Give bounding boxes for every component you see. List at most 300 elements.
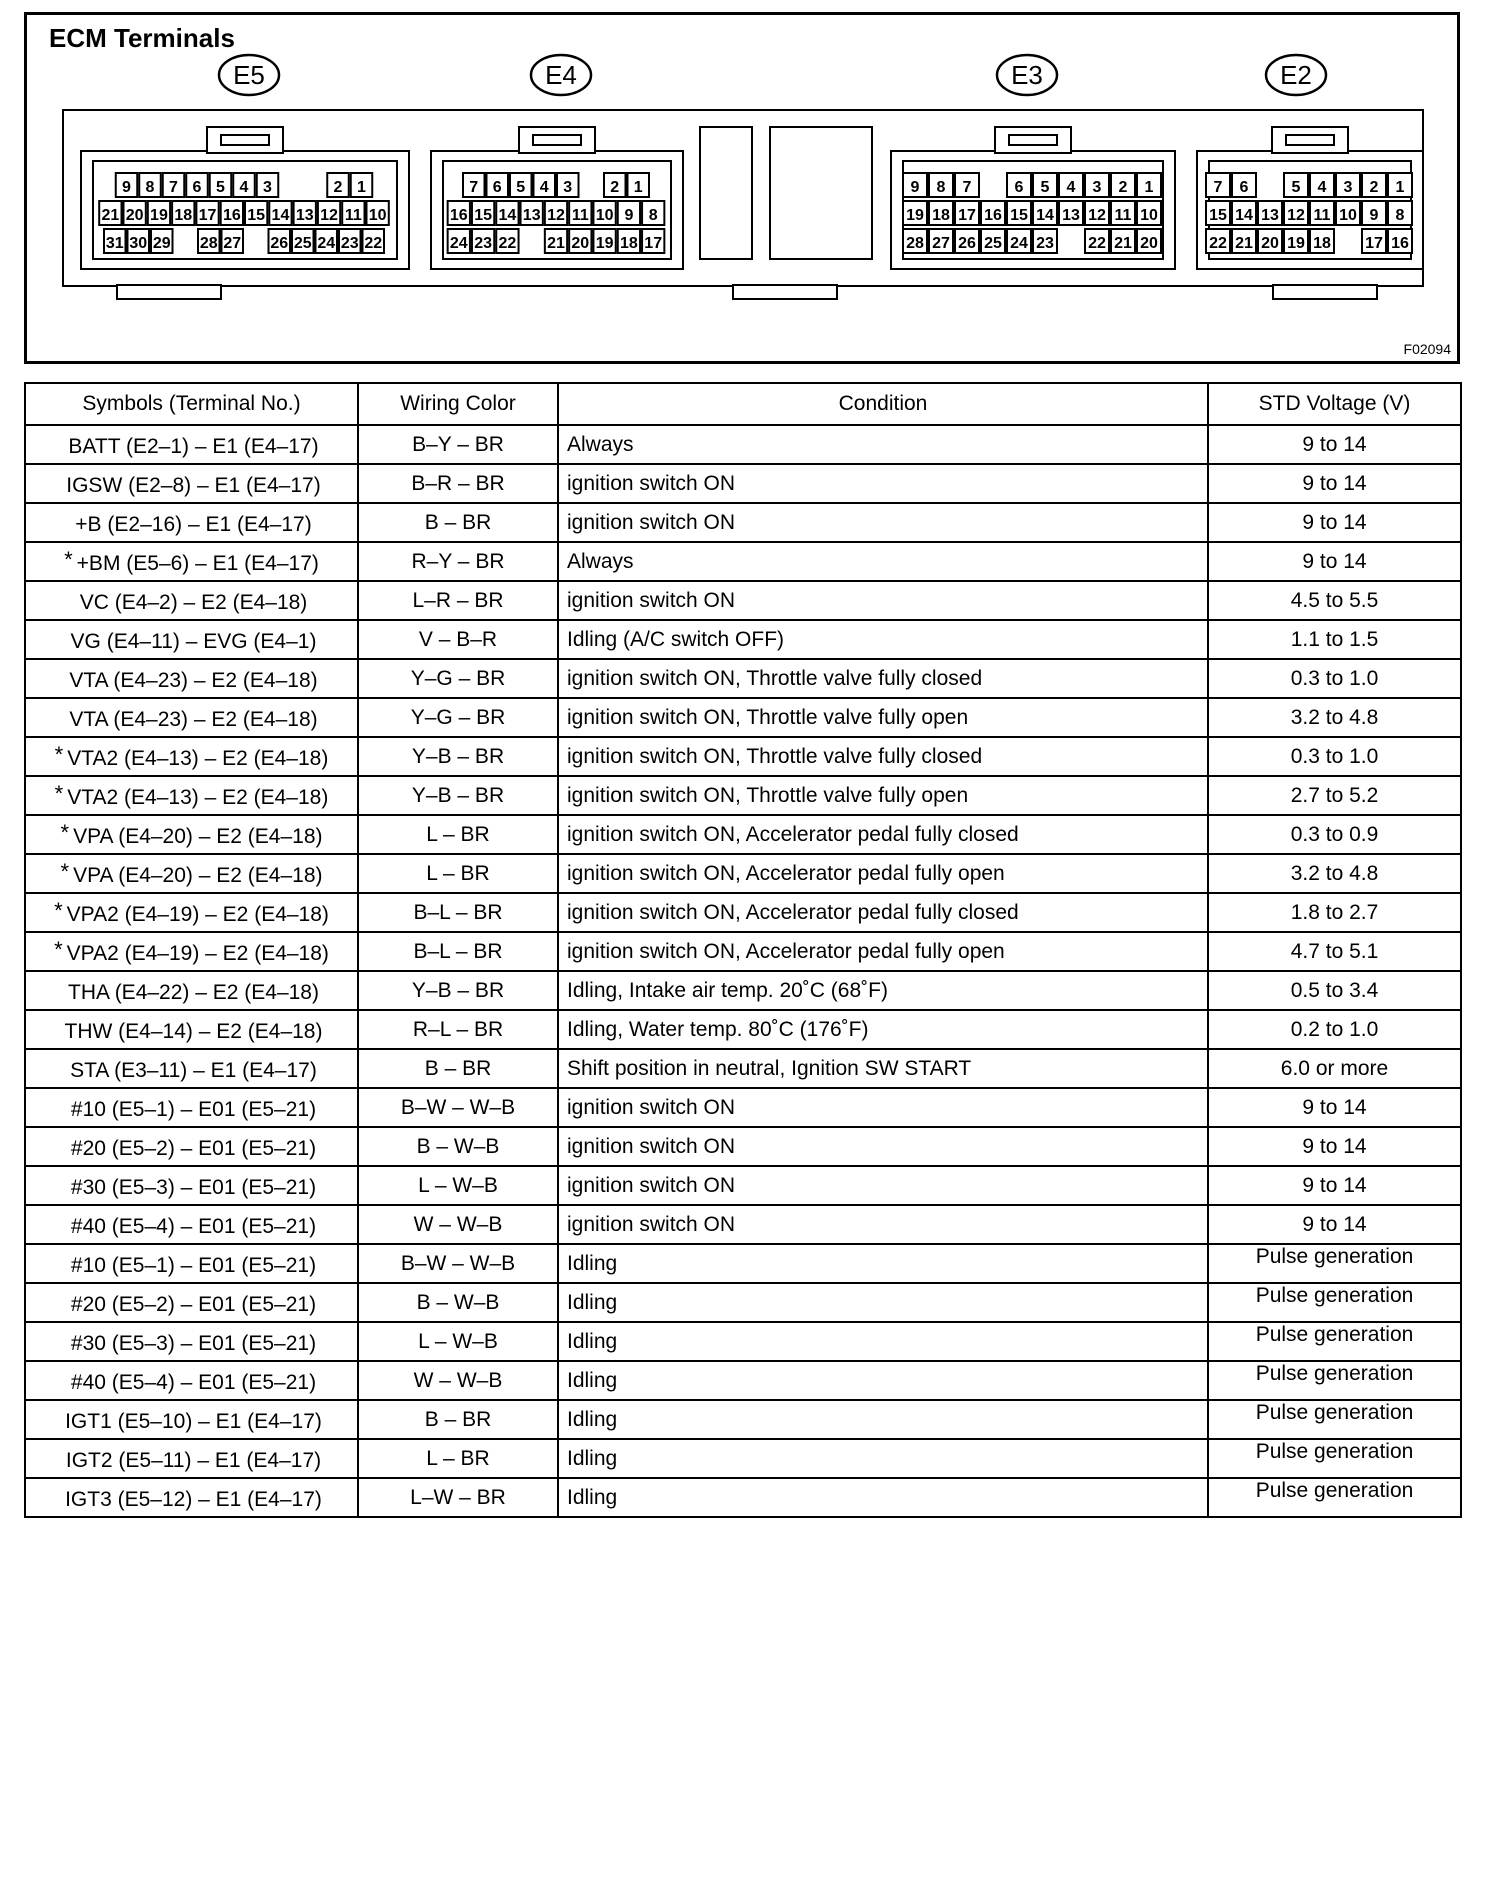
cell-std-voltage: 0.5 to 3.4: [1208, 971, 1461, 1010]
mounting-tab: [117, 285, 221, 299]
cell-wiring-color: B–R – BR: [358, 464, 558, 503]
terminal-number: 14: [498, 207, 517, 224]
terminal-number: 21: [1235, 235, 1253, 252]
terminal-number: 20: [571, 235, 590, 252]
terminal-number: 8: [145, 179, 155, 196]
terminal-number: 29: [152, 235, 171, 252]
terminal-symbol: IGT3 (E5–12) – E1 (E4–17): [65, 1488, 322, 1511]
cell-symbol: [25, 1088, 358, 1127]
cell-condition: ignition switch ON: [558, 503, 1208, 542]
terminal-number: 16: [222, 207, 241, 224]
table-row: [25, 1244, 1461, 1283]
terminal-symbol: #30 (E5–3) – E01 (E5–21): [70, 1176, 317, 1199]
cell-symbol: [25, 581, 358, 620]
cell-symbol: [25, 1244, 358, 1283]
cell-wiring-color: W – W–B: [358, 1205, 558, 1244]
terminal-number: 6: [1014, 179, 1024, 196]
mounting-tab: [1273, 285, 1377, 299]
terminal-number: 16: [449, 207, 468, 224]
terminal-number: 18: [620, 235, 638, 252]
cell-condition: ignition switch ON, Accelerator pedal fully closed: [558, 815, 1208, 854]
cell-wiring-color: L – W–B: [358, 1166, 558, 1205]
terminal-number: 24: [449, 235, 468, 252]
terminal-number: 9: [624, 207, 634, 224]
cell-std-voltage: 1.8 to 2.7: [1208, 893, 1461, 932]
connector-label-e2: E2: [1280, 60, 1312, 90]
terminal-number: 17: [644, 235, 663, 252]
terminal-number: 3: [563, 179, 573, 196]
cell-symbol: [25, 815, 358, 854]
connector-latch: [519, 127, 595, 153]
cell-symbol: [25, 1166, 358, 1205]
connector-label-e4: E4: [545, 60, 577, 90]
cell-wiring-color: Y–G – BR: [358, 698, 558, 737]
cell-condition: Idling: [558, 1400, 1208, 1439]
terminal-number: 9: [910, 179, 920, 196]
cell-wiring-color: L – BR: [358, 815, 558, 854]
cell-std-voltage: 4.7 to 5.1: [1208, 932, 1461, 971]
terminal-number: 15: [1010, 207, 1028, 224]
connector-latch: [207, 127, 283, 153]
terminal-number: 2: [1369, 179, 1379, 196]
terminal-number: 16: [1391, 235, 1409, 252]
terminal-symbol: THA (E4–22) – E2 (E4–18): [68, 981, 319, 1004]
cell-std-voltage: 6.0 or more: [1208, 1049, 1461, 1088]
table-row: [25, 1010, 1461, 1049]
table-row: [25, 1322, 1461, 1361]
cell-condition: ignition switch ON, Throttle valve fully open: [558, 776, 1208, 815]
table-row: [25, 620, 1461, 659]
terminal-number: 23: [1036, 235, 1054, 252]
cell-std-voltage: 0.3 to 0.9: [1208, 815, 1461, 854]
terminal-number: 11: [1114, 207, 1132, 224]
table-row: [25, 893, 1461, 932]
terminal-number: 8: [1395, 207, 1405, 224]
terminal-number: 11: [1313, 207, 1331, 224]
cell-wiring-color: W – W–B: [358, 1361, 558, 1400]
terminal-number: 17: [198, 207, 217, 224]
terminal-symbol: VPA (E4–20) – E2 (E4–18): [73, 864, 323, 887]
terminal-symbol: VTA2 (E4–13) – E2 (E4–18): [67, 786, 329, 809]
terminal-number: 15: [247, 207, 266, 224]
terminal-number: 19: [150, 207, 168, 224]
cell-condition: Idling: [558, 1322, 1208, 1361]
terminal-number: 5: [1040, 179, 1050, 196]
cell-condition: Idling, Intake air temp. 20˚C (68˚F): [558, 971, 1208, 1010]
terminal-symbol: VC (E4–2) – E2 (E4–18): [79, 591, 308, 614]
cell-wiring-color: L – W–B: [358, 1322, 558, 1361]
cell-std-voltage: 9 to 14: [1208, 1088, 1461, 1127]
cell-wiring-color: B–L – BR: [358, 932, 558, 971]
terminal-number: 26: [958, 235, 976, 252]
cell-condition: Idling (A/C switch OFF): [558, 620, 1208, 659]
cell-symbol: [25, 1322, 358, 1361]
cell-wiring-color: R–Y – BR: [358, 542, 558, 581]
cell-std-voltage: Pulse generation: [1208, 1478, 1461, 1517]
terminal-symbol: #30 (E5–3) – E01 (E5–21): [70, 1332, 317, 1355]
terminal-number: 19: [1287, 235, 1305, 252]
cell-std-voltage: 9 to 14: [1208, 1127, 1461, 1166]
terminal-number: 13: [295, 207, 314, 224]
cell-wiring-color: B–L – BR: [358, 893, 558, 932]
terminal-number: 16: [984, 207, 1002, 224]
ecm-terminals-diagram: [24, 12, 1460, 364]
terminal-number: 7: [962, 179, 972, 196]
cell-wiring-color: V – B–R: [358, 620, 558, 659]
terminal-symbol: IGT1 (E5–10) – E1 (E4–17): [65, 1410, 322, 1433]
cell-symbol: [25, 1439, 358, 1478]
connector-label-e5: E5: [233, 60, 265, 90]
terminal-symbol: IGT2 (E5–11) – E1 (E4–17): [65, 1449, 322, 1472]
cell-std-voltage: 4.5 to 5.5: [1208, 581, 1461, 620]
cell-wiring-color: B – BR: [358, 1400, 558, 1439]
cell-wiring-color: L – BR: [358, 1439, 558, 1478]
terminal-number: 6: [192, 179, 202, 196]
cell-condition: Idling, Water temp. 80˚C (176˚F): [558, 1010, 1208, 1049]
cell-symbol: [25, 1400, 358, 1439]
terminal-symbol: VTA (E4–23) – E2 (E4–18): [69, 708, 318, 731]
terminal-number: 17: [958, 207, 976, 224]
cell-wiring-color: B–Y – BR: [358, 425, 558, 464]
blank-slot: [700, 127, 752, 259]
table-row: [25, 737, 1461, 776]
cell-std-voltage: 0.3 to 1.0: [1208, 737, 1461, 776]
terminal-number: 30: [129, 235, 148, 252]
cell-wiring-color: B – BR: [358, 503, 558, 542]
table-row: [25, 542, 1461, 581]
terminal-number: 8: [648, 207, 658, 224]
terminal-number: 21: [101, 207, 120, 224]
cell-condition: Idling: [558, 1361, 1208, 1400]
cell-symbol: [25, 503, 358, 542]
cell-condition: ignition switch ON, Accelerator pedal fully open: [558, 854, 1208, 893]
terminal-symbol: THW (E4–14) – E2 (E4–18): [64, 1020, 323, 1043]
connector-latch: [995, 127, 1071, 153]
table-row: [25, 971, 1461, 1010]
terminal-number: 20: [125, 207, 144, 224]
terminal-number: 5: [516, 179, 526, 196]
cell-std-voltage: 3.2 to 4.8: [1208, 854, 1461, 893]
terminal-number: 20: [1261, 235, 1279, 252]
note-asterisk: *: [54, 937, 63, 962]
cell-wiring-color: Y–B – BR: [358, 737, 558, 776]
terminal-number: 11: [344, 207, 362, 224]
terminal-number: 26: [270, 235, 289, 252]
terminal-number: 31: [105, 235, 124, 252]
terminal-number: 19: [906, 207, 924, 224]
terminal-number: 1: [1144, 179, 1154, 196]
terminal-number: 3: [1092, 179, 1102, 196]
terminal-symbol: #20 (E5–2) – E01 (E5–21): [70, 1293, 317, 1316]
cell-wiring-color: B – BR: [358, 1049, 558, 1088]
cell-condition: Shift position in neutral, Ignition SW START: [558, 1049, 1208, 1088]
terminal-number: 17: [1365, 235, 1383, 252]
cell-condition: ignition switch ON, Throttle valve fully closed: [558, 659, 1208, 698]
table-row: [25, 1439, 1461, 1478]
terminal-number: 22: [498, 235, 517, 252]
terminal-number: 3: [263, 179, 272, 196]
cell-condition: Always: [558, 542, 1208, 581]
cell-std-voltage: 9 to 14: [1208, 1205, 1461, 1244]
cell-std-voltage: 0.2 to 1.0: [1208, 1010, 1461, 1049]
cell-std-voltage: Pulse generation: [1208, 1400, 1461, 1439]
terminal-symbol: VTA (E4–23) – E2 (E4–18): [69, 669, 318, 692]
note-asterisk: *: [54, 781, 64, 806]
terminal-symbol: #20 (E5–2) – E01 (E5–21): [70, 1137, 317, 1160]
terminal-number: 11: [571, 207, 589, 224]
cell-wiring-color: Y–B – BR: [358, 971, 558, 1010]
cell-condition: ignition switch ON: [558, 1166, 1208, 1205]
cell-condition: Idling: [558, 1244, 1208, 1283]
cell-symbol: [25, 1205, 358, 1244]
terminal-number: 5: [1291, 179, 1301, 196]
blank-slot: [770, 127, 872, 259]
table-row: [25, 1127, 1461, 1166]
table-row: [25, 1166, 1461, 1205]
terminal-symbol: #40 (E5–4) – E01 (E5–21): [70, 1371, 317, 1394]
terminal-number: 4: [239, 179, 249, 196]
cell-symbol: [25, 659, 358, 698]
cell-condition: ignition switch ON: [558, 1205, 1208, 1244]
note-asterisk: *: [60, 820, 70, 845]
cell-symbol: [25, 1283, 358, 1322]
terminal-number: 1: [1395, 179, 1405, 196]
cell-symbol: [25, 1049, 358, 1088]
header-std-voltage: STD Voltage (V): [1208, 383, 1461, 425]
cell-symbol: [25, 776, 358, 815]
terminal-number: 8: [936, 179, 946, 196]
cell-condition: ignition switch ON: [558, 1127, 1208, 1166]
terminal-number: 25: [984, 235, 1002, 252]
cell-symbol: [25, 698, 358, 737]
terminal-number: 1: [633, 179, 643, 196]
table-row: [25, 503, 1461, 542]
mounting-tab: [733, 285, 837, 299]
cell-wiring-color: B – W–B: [358, 1283, 558, 1322]
cell-wiring-color: Y–B – BR: [358, 776, 558, 815]
table-row: [25, 1049, 1461, 1088]
terminal-number: 3: [1343, 179, 1353, 196]
terminal-number: 22: [1088, 235, 1106, 252]
cell-symbol: [25, 893, 358, 932]
header-symbols: Symbols (Terminal No.): [25, 383, 358, 425]
table-row: [25, 581, 1461, 620]
terminal-number: 24: [317, 235, 336, 252]
terminal-number: 12: [547, 207, 565, 224]
terminal-number: 22: [364, 235, 383, 252]
terminal-number: 4: [539, 179, 549, 196]
cell-symbol: [25, 854, 358, 893]
terminal-number: 7: [469, 179, 479, 196]
terminal-number: 2: [610, 179, 620, 196]
cell-std-voltage: 9 to 14: [1208, 542, 1461, 581]
terminal-number: 24: [1010, 235, 1028, 252]
cell-std-voltage: 9 to 14: [1208, 464, 1461, 503]
note-asterisk: *: [60, 859, 70, 884]
table-row: [25, 815, 1461, 854]
terminal-number: 12: [1088, 207, 1106, 224]
cell-symbol: [25, 737, 358, 776]
cell-condition: ignition switch ON, Throttle valve fully closed: [558, 737, 1208, 776]
cell-condition: ignition switch ON, Accelerator pedal fully closed: [558, 893, 1208, 932]
table-row: [25, 464, 1461, 503]
header-wiring-color: Wiring Color: [358, 383, 558, 425]
terminal-number: 13: [1261, 207, 1279, 224]
connector-drawing: [27, 15, 1457, 361]
terminal-number: 15: [1209, 207, 1227, 224]
cell-std-voltage: 1.1 to 1.5: [1208, 620, 1461, 659]
terminal-symbol: VPA2 (E4–19) – E2 (E4–18): [66, 903, 329, 926]
cell-wiring-color: Y–G – BR: [358, 659, 558, 698]
cell-std-voltage: 3.2 to 4.8: [1208, 698, 1461, 737]
terminal-symbol: +BM (E5–6) – E1 (E4–17): [76, 552, 319, 575]
terminal-number: 4: [1317, 179, 1327, 196]
terminal-number: 19: [595, 235, 614, 252]
cell-symbol: [25, 464, 358, 503]
table-row: [25, 1478, 1461, 1517]
terminal-number: 9: [122, 179, 131, 196]
cell-condition: ignition switch ON: [558, 581, 1208, 620]
terminal-number: 18: [1313, 235, 1331, 252]
table-row: [25, 1400, 1461, 1439]
terminal-number: 10: [1140, 207, 1158, 224]
cell-condition: Idling: [558, 1439, 1208, 1478]
cell-std-voltage: Pulse generation: [1208, 1439, 1461, 1478]
terminal-number: 7: [169, 179, 178, 196]
connector-label-e3: E3: [1011, 60, 1043, 90]
terminal-number: 21: [547, 235, 565, 252]
cell-wiring-color: B–W – W–B: [358, 1244, 558, 1283]
terminal-number: 12: [320, 207, 338, 224]
table-body: [25, 425, 1461, 1517]
cell-wiring-color: L – BR: [358, 854, 558, 893]
terminal-number: 12: [1287, 207, 1305, 224]
cell-symbol: [25, 932, 358, 971]
cell-std-voltage: 9 to 14: [1208, 425, 1461, 464]
table-row: [25, 1283, 1461, 1322]
figure-code: F02094: [1403, 341, 1451, 357]
table-row: [25, 425, 1461, 464]
terminal-number: 21: [1114, 235, 1132, 252]
terminal-number: 10: [368, 207, 387, 224]
terminal-number: 2: [333, 179, 343, 196]
terminal-number: 4: [1066, 179, 1076, 196]
terminal-number: 14: [271, 207, 290, 224]
cell-std-voltage: Pulse generation: [1208, 1361, 1461, 1400]
terminal-number: 25: [293, 235, 312, 252]
cell-symbol: [25, 1478, 358, 1517]
diagram-title: ECM Terminals: [49, 23, 235, 53]
cell-wiring-color: L–R – BR: [358, 581, 558, 620]
cell-symbol: [25, 620, 358, 659]
table-header-row: [25, 383, 1461, 425]
cell-std-voltage: 9 to 14: [1208, 503, 1461, 542]
terminal-symbol: #10 (E5–1) – E01 (E5–21): [70, 1254, 317, 1277]
cell-symbol: [25, 1361, 358, 1400]
cell-symbol: [25, 1127, 358, 1166]
cell-std-voltage: 9 to 14: [1208, 1166, 1461, 1205]
cell-condition: ignition switch ON, Throttle valve fully open: [558, 698, 1208, 737]
terminal-symbol: VPA2 (E4–19) – E2 (E4–18): [66, 942, 329, 965]
terminal-number: 9: [1369, 207, 1379, 224]
terminal-symbol: BATT (E2–1) – E1 (E4–17): [68, 435, 319, 458]
terminal-symbol: STA (E3–11) – E1 (E4–17): [70, 1059, 317, 1082]
terminal-number: 15: [474, 207, 492, 224]
terminal-number: 27: [223, 235, 242, 252]
terminal-number: 14: [1036, 207, 1054, 224]
cell-wiring-color: L–W – BR: [358, 1478, 558, 1517]
terminal-symbol: VTA2 (E4–13) – E2 (E4–18): [67, 747, 329, 770]
terminal-voltage-table: [24, 382, 1462, 1518]
terminal-symbol: +B (E2–16) – E1 (E4–17): [75, 513, 312, 536]
cell-condition: Always: [558, 425, 1208, 464]
table-row: [25, 854, 1461, 893]
cell-std-voltage: Pulse generation: [1208, 1322, 1461, 1361]
table-row: [25, 659, 1461, 698]
terminal-number: 23: [474, 235, 492, 252]
terminal-number: 18: [932, 207, 950, 224]
terminal-number: 22: [1209, 235, 1227, 252]
terminal-symbol: VG (E4–11) – EVG (E4–1): [70, 630, 317, 653]
cell-symbol: [25, 542, 358, 581]
note-asterisk: *: [54, 898, 63, 923]
header-condition: Condition: [558, 383, 1208, 425]
cell-wiring-color: B – W–B: [358, 1127, 558, 1166]
connector-latch: [1272, 127, 1348, 153]
terminal-symbol: #40 (E5–4) – E01 (E5–21): [70, 1215, 317, 1238]
cell-std-voltage: Pulse generation: [1208, 1244, 1461, 1283]
terminal-number: 5: [216, 179, 225, 196]
terminal-number: 28: [199, 235, 218, 252]
terminal-number: 27: [932, 235, 950, 252]
cell-std-voltage: 2.7 to 5.2: [1208, 776, 1461, 815]
terminal-number: 13: [1062, 207, 1080, 224]
terminal-number: 28: [906, 235, 924, 252]
terminal-number: 20: [1140, 235, 1158, 252]
cell-wiring-color: R–L – BR: [358, 1010, 558, 1049]
cell-condition: ignition switch ON: [558, 464, 1208, 503]
cell-condition: Idling: [558, 1283, 1208, 1322]
terminal-symbol: IGSW (E2–8) – E1 (E4–17): [66, 474, 321, 497]
terminal-number: 14: [1235, 207, 1253, 224]
table-row: [25, 932, 1461, 971]
terminal-number: 1: [357, 179, 366, 196]
table-row: [25, 1088, 1461, 1127]
cell-wiring-color: B–W – W–B: [358, 1088, 558, 1127]
terminal-number: 13: [522, 207, 541, 224]
table-row: [25, 1205, 1461, 1244]
terminal-number: 7: [1213, 179, 1223, 196]
table-row: [25, 776, 1461, 815]
terminal-number: 6: [1239, 179, 1249, 196]
cell-condition: Idling: [558, 1478, 1208, 1517]
terminal-number: 10: [1339, 207, 1357, 224]
terminal-number: 2: [1118, 179, 1128, 196]
cell-symbol: [25, 971, 358, 1010]
terminal-number: 6: [492, 179, 502, 196]
note-asterisk: *: [54, 742, 64, 767]
cell-std-voltage: 0.3 to 1.0: [1208, 659, 1461, 698]
cell-std-voltage: Pulse generation: [1208, 1283, 1461, 1322]
cell-condition: ignition switch ON: [558, 1088, 1208, 1127]
note-asterisk: *: [64, 547, 73, 572]
cell-symbol: [25, 425, 358, 464]
table-row: [25, 698, 1461, 737]
terminal-number: 18: [174, 207, 193, 224]
terminal-number: 23: [340, 235, 359, 252]
cell-symbol: [25, 1010, 358, 1049]
table-row: [25, 1361, 1461, 1400]
